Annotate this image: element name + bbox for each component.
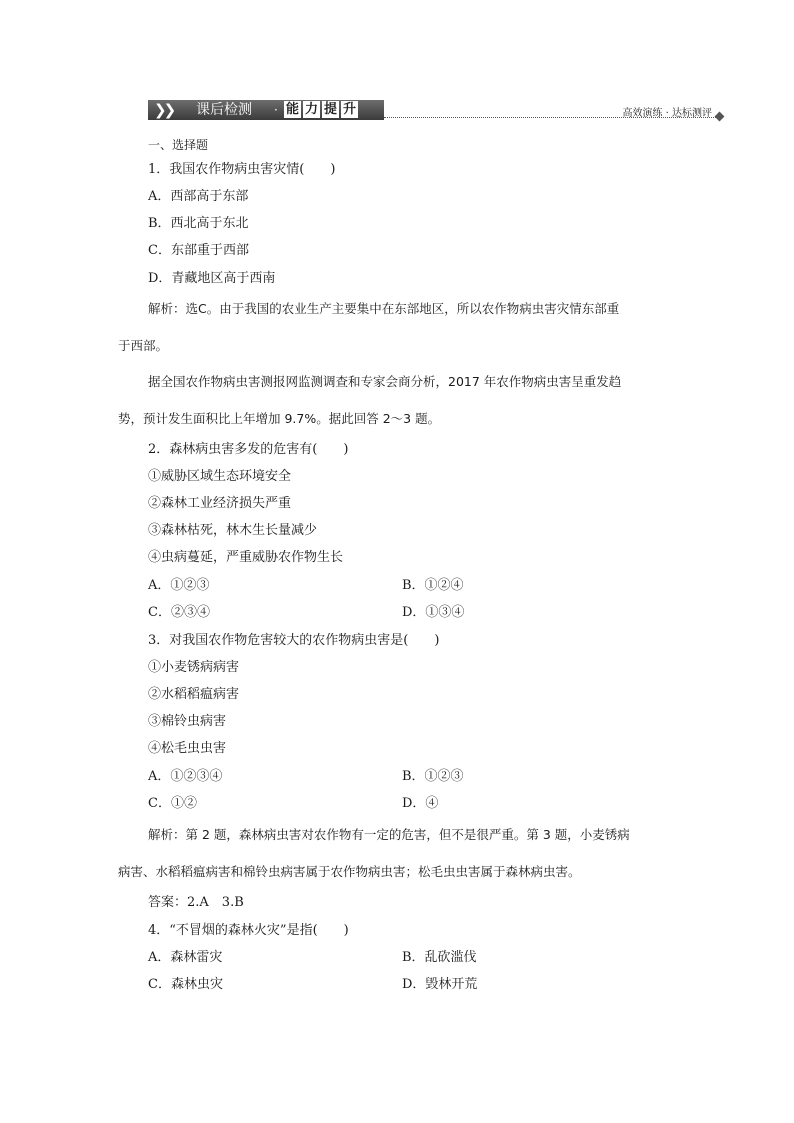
material-line1: 据全国农作物病虫害测报网监测调查和专家会商分析，2017 年农作物病虫害呈重发趋 <box>148 374 622 389</box>
q3-item: ①小麦锈病病害 <box>148 660 240 675</box>
q3-item: ④松毛虫虫害 <box>148 741 227 756</box>
q3-option-a: A．①②③④ <box>148 769 223 784</box>
q3-option-b: B．①②③ <box>402 769 464 784</box>
q2-stem: 2．森林病虫害多发的危害有( ) <box>148 442 349 457</box>
q3-stem: 3．对我国农作物危害较大的农作物病虫害是( ) <box>148 633 440 648</box>
analysis23-line1: 解析：第 2 题，森林病虫害对农作物有一定的危害，但不是很严重。第 3 题，小麦锈病 <box>148 827 630 842</box>
q1-option-c: C．东部重于西部 <box>148 243 249 258</box>
header-box-char: 提 <box>323 102 337 117</box>
header-box-char: 升 <box>342 102 356 117</box>
q4-option-b: B．乱砍滥伐 <box>402 950 477 965</box>
q3-item: ③棉铃虫病害 <box>148 714 227 729</box>
q4-option-d: D．毁林开荒 <box>402 977 478 992</box>
q1-option-d: D．青藏地区高于西南 <box>148 271 276 286</box>
analysis23-line2: 病害、水稻稻瘟病害和棉铃虫病害属于农作物病虫害；松毛虫虫害属于森林病虫害。 <box>118 864 581 879</box>
header-box-char: 力 <box>304 102 318 117</box>
q1-option-a: A．西部高于东部 <box>148 189 249 204</box>
section-header <box>148 98 724 124</box>
q4-option-c: C．森林虫灾 <box>148 977 223 992</box>
q2-option-c: C．②③④ <box>148 605 210 620</box>
q2-option-d: D．①③④ <box>402 605 465 620</box>
header-box-char: 能 <box>285 102 299 117</box>
q3-option-c: C．①② <box>148 796 197 811</box>
header-right-text: 高效演练 · 达标测评 <box>622 108 712 119</box>
header-banner <box>148 100 384 120</box>
q4-option-a: A．森林雷灾 <box>148 950 223 965</box>
q3-option-d: D．④ <box>402 796 439 811</box>
header-title-boxes <box>284 101 358 118</box>
material-line2: 势，预计发生面积比上年增加 9.7%。据此回答 2～3 题。 <box>118 411 441 426</box>
q1-analysis-line2: 于西部。 <box>118 338 169 353</box>
answer-line: 答案：2.A 3.B <box>148 895 244 910</box>
header-separator: · <box>274 103 278 117</box>
section-title: 一、选择题 <box>148 138 209 152</box>
q2-item: ②森林工业经济损失严重 <box>148 496 292 511</box>
q2-option-b: B．①②④ <box>402 578 464 593</box>
q3-item: ②水稻稻瘟病害 <box>148 687 240 702</box>
q4-stem: 4．“不冒烟的森林火灾”是指( ) <box>148 923 349 938</box>
q1-analysis-line1: 解析：选C。由于我国的农业生产主要集中在东部地区，所以农作物病虫害灾情东部重 <box>148 301 620 316</box>
diamond-icon <box>715 112 725 122</box>
q1-option-b: B．西北高于东北 <box>148 216 249 231</box>
q2-item: ③森林枯死，林木生长量减少 <box>148 523 318 538</box>
q2-item: ④虫病蔓延，严重威胁农作物生长 <box>148 550 344 565</box>
q1-stem: 1．我国农作物病虫害灾情( ) <box>148 162 336 177</box>
q2-option-a: A．①②③ <box>148 578 210 593</box>
double-chevron-icon: ❯❯ <box>154 101 174 119</box>
q2-item: ①威胁区域生态环境安全 <box>148 469 292 484</box>
header-title-left: 课后检测 <box>196 102 252 118</box>
